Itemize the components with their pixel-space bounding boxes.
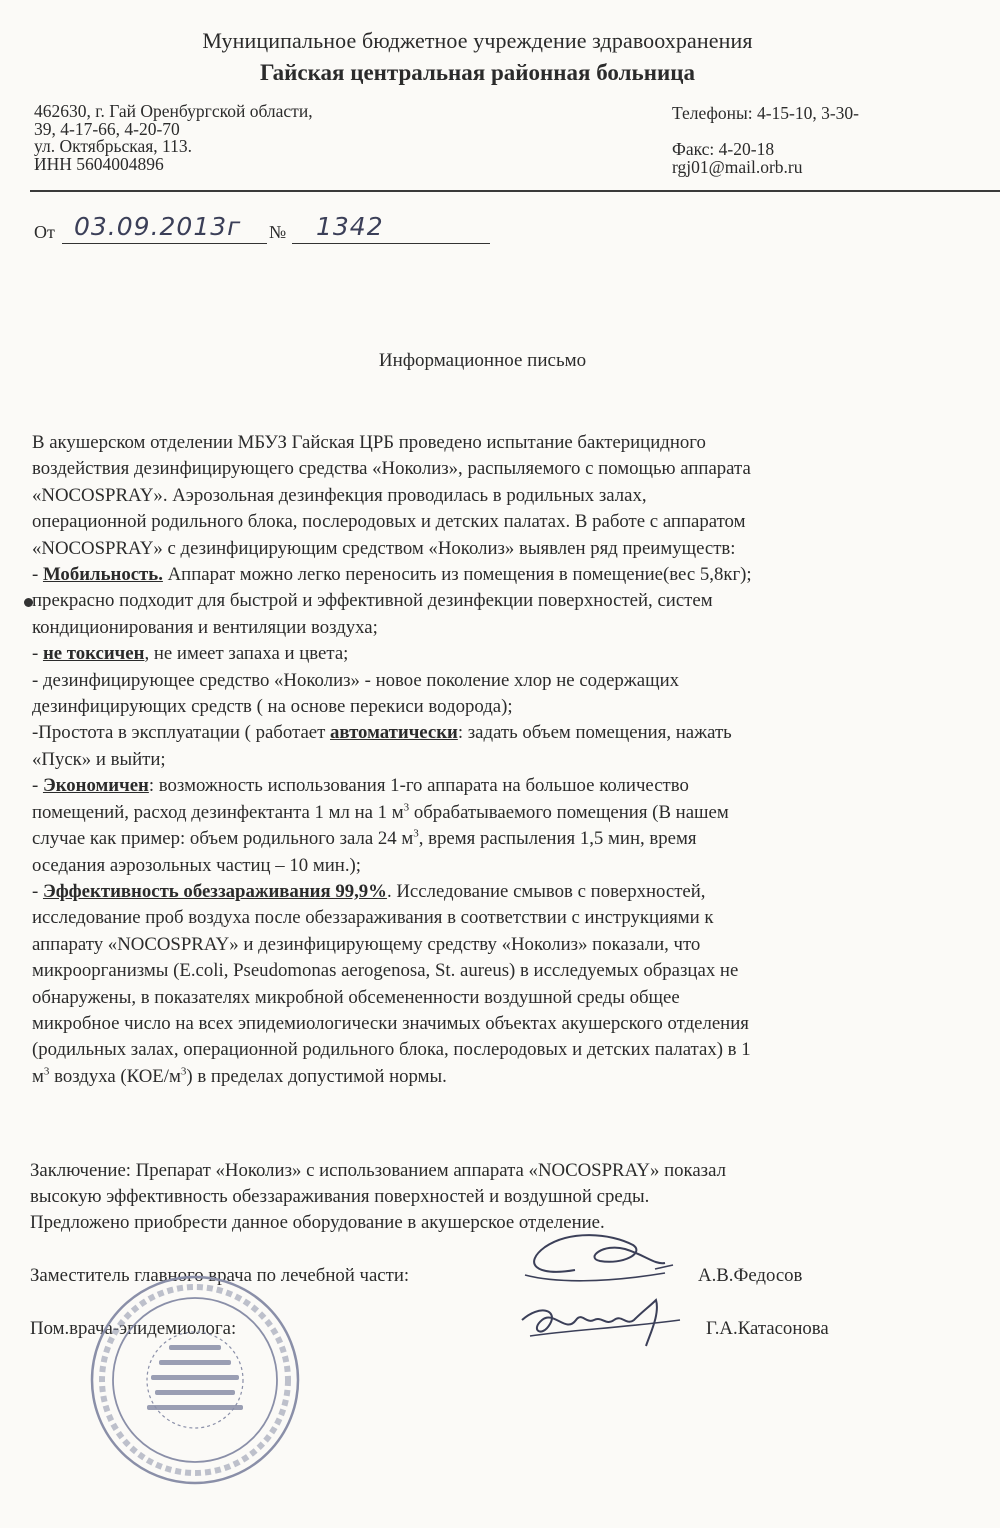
epidemiologist-name: Г.А.Катасонова bbox=[706, 1318, 829, 1339]
mobility-line: - Мобильность. Аппарат можно легко переносить из помещения в помещение(вес 5,8кг); bbox=[32, 564, 752, 586]
deputy-title: Заместитель главного врача по лечебной части: bbox=[30, 1265, 410, 1286]
handwritten-number: 1342 bbox=[316, 212, 384, 241]
address-line: ИНН 5604004896 bbox=[34, 153, 164, 174]
from-label: От bbox=[34, 222, 55, 242]
body-line: операционной родильного блока, послеродовых и детских палатах. В работе с аппаратом bbox=[32, 511, 746, 533]
body-line: оседания аэрозольных частиц – 10 мин.); bbox=[32, 854, 362, 876]
conclusion-line: Заключение: Препарат «Ноколиз» с использованием аппарата «NOCOSPRAY» показал bbox=[30, 1160, 726, 1181]
body-line: (родильных залах, операционной родильного блока, послеродовых и детских палатах) в 1 bbox=[32, 1039, 751, 1061]
economy-line: - Экономичен: возможность использования 1-го аппарата на большое количество bbox=[32, 775, 689, 797]
contacts-block bbox=[672, 104, 859, 176]
body-line: $м^3$ воздуха $(КОЕ/м^3)$ в пределах допустимой нормы. bbox=[32, 1065, 447, 1087]
automatic-bold: автоматически bbox=[330, 722, 458, 744]
address-block bbox=[34, 103, 313, 173]
letter-body bbox=[32, 430, 972, 1090]
handwritten-date: 03.09.2013г bbox=[74, 212, 242, 241]
body-line: случае как пример: объем родильного зала 24 $м^3$, время распыления 1,5 мин, время bbox=[32, 827, 697, 850]
fax-text: Факс: 4-20-18 bbox=[672, 139, 775, 159]
body-line: воздействия дезинфицирующего средства «Ноколиз», распыляемого с помощью аппарата bbox=[32, 458, 751, 480]
toxicity-bold: не токсичен bbox=[42, 643, 145, 665]
simplicity-line: -Простота в эксплуатации ( работает автоматически: задать объем помещения, нажать bbox=[32, 722, 732, 744]
number-label: № bbox=[269, 222, 287, 242]
body-line: «NOCOSPRAY». Аэрозольная дезинфекция проводилась в родильных залах, bbox=[32, 484, 647, 506]
body-line: микробное число на всех эпидемиологически значимых объектах акушерского отделения bbox=[32, 1012, 749, 1034]
body-line: кондиционирования и вентиляции воздуха; bbox=[32, 616, 378, 638]
deputy-signature-icon bbox=[515, 1225, 690, 1295]
date-underline bbox=[62, 243, 267, 244]
email-text: rgj01@mail.orb.ru bbox=[672, 157, 803, 177]
deputy-name: А.В.Федосов bbox=[698, 1265, 803, 1286]
stamp-seal-icon bbox=[85, 1270, 305, 1490]
mobility-bold: Мобильность. bbox=[42, 564, 163, 586]
body-line: аппарату «NOCOSPRAY» и дезинфицирующему средству «Ноколиз» показали, что bbox=[32, 933, 701, 955]
body-line: - дезинфицирующее средство «Ноколиз» - новое поколение хлор не содержащих bbox=[32, 669, 680, 691]
body-line: исследование проб воздуха после обеззараживания в соответствии с инструкциями к bbox=[32, 907, 714, 929]
body-line: «NOCOSPRAY» с дезинфицирующим средством «Ноколиз» выявлен ряд преимуществ: bbox=[32, 537, 736, 559]
body-line: «Пуск» и выйти; bbox=[32, 748, 166, 770]
address-line: ул. Октябрьская, 113. bbox=[34, 136, 193, 156]
address-line: 462630, г. Гай Оренбургской области, bbox=[34, 101, 313, 121]
org-name: Гайская центральная районная больница bbox=[260, 60, 695, 85]
efficiency-line: - Эффективность обеззараживания 99,9%. Исследование смывов с поверхностей, bbox=[32, 880, 706, 902]
conclusion-line: Предложено приобрести данное оборудование в акушерское отделение. bbox=[30, 1212, 605, 1233]
toxicity-line: - не токсичен, не имеет запаха и цвета; bbox=[32, 643, 349, 665]
phones-text: Телефоны: 4-15-10, 3-30- bbox=[672, 103, 860, 123]
org-line: Муниципальное бюджетное учреждение здравоохранения bbox=[202, 28, 753, 53]
body-line: обнаружены, в показателях микробной обсемененности воздушной среды общее bbox=[32, 986, 680, 1008]
number-underline bbox=[292, 243, 490, 244]
body-line: дезинфицирующих средств ( на основе перекиси водорода); bbox=[32, 696, 513, 718]
efficiency-bold: Эффективность обеззараживания 99,9% bbox=[42, 880, 387, 902]
body-line: помещений, расход дезинфектанта 1 мл на 1 $м^3$ обрабатываемого помещения (В нашем bbox=[32, 801, 729, 823]
letter-title: Информационное письмо bbox=[378, 350, 587, 371]
body-line: микроорганизмы (E.coli, Pseudomonas aerogenosa, St. aureus) в исследуемых образцах не bbox=[32, 960, 739, 982]
conclusion-line: высокую эффективность обеззараживания поверхностей и воздушной среды. bbox=[30, 1186, 650, 1207]
address-line: 39, 4-17-66, 4-20-70 bbox=[34, 118, 180, 139]
economy-bold: Экономичен bbox=[42, 775, 149, 797]
registration-line bbox=[34, 212, 494, 246]
body-line: В акушерском отделении МБУЗ Гайская ЦРБ проведено испытание бактерицидного bbox=[32, 432, 706, 453]
epidemiologist-title: Пом.врача-эпидемиолога: bbox=[30, 1318, 237, 1339]
body-line: прекрасно подходит для быстрой и эффективной дезинфекции поверхностей, систем bbox=[32, 590, 713, 612]
epidemiologist-signature-icon bbox=[510, 1290, 690, 1360]
header-divider bbox=[30, 190, 1000, 192]
